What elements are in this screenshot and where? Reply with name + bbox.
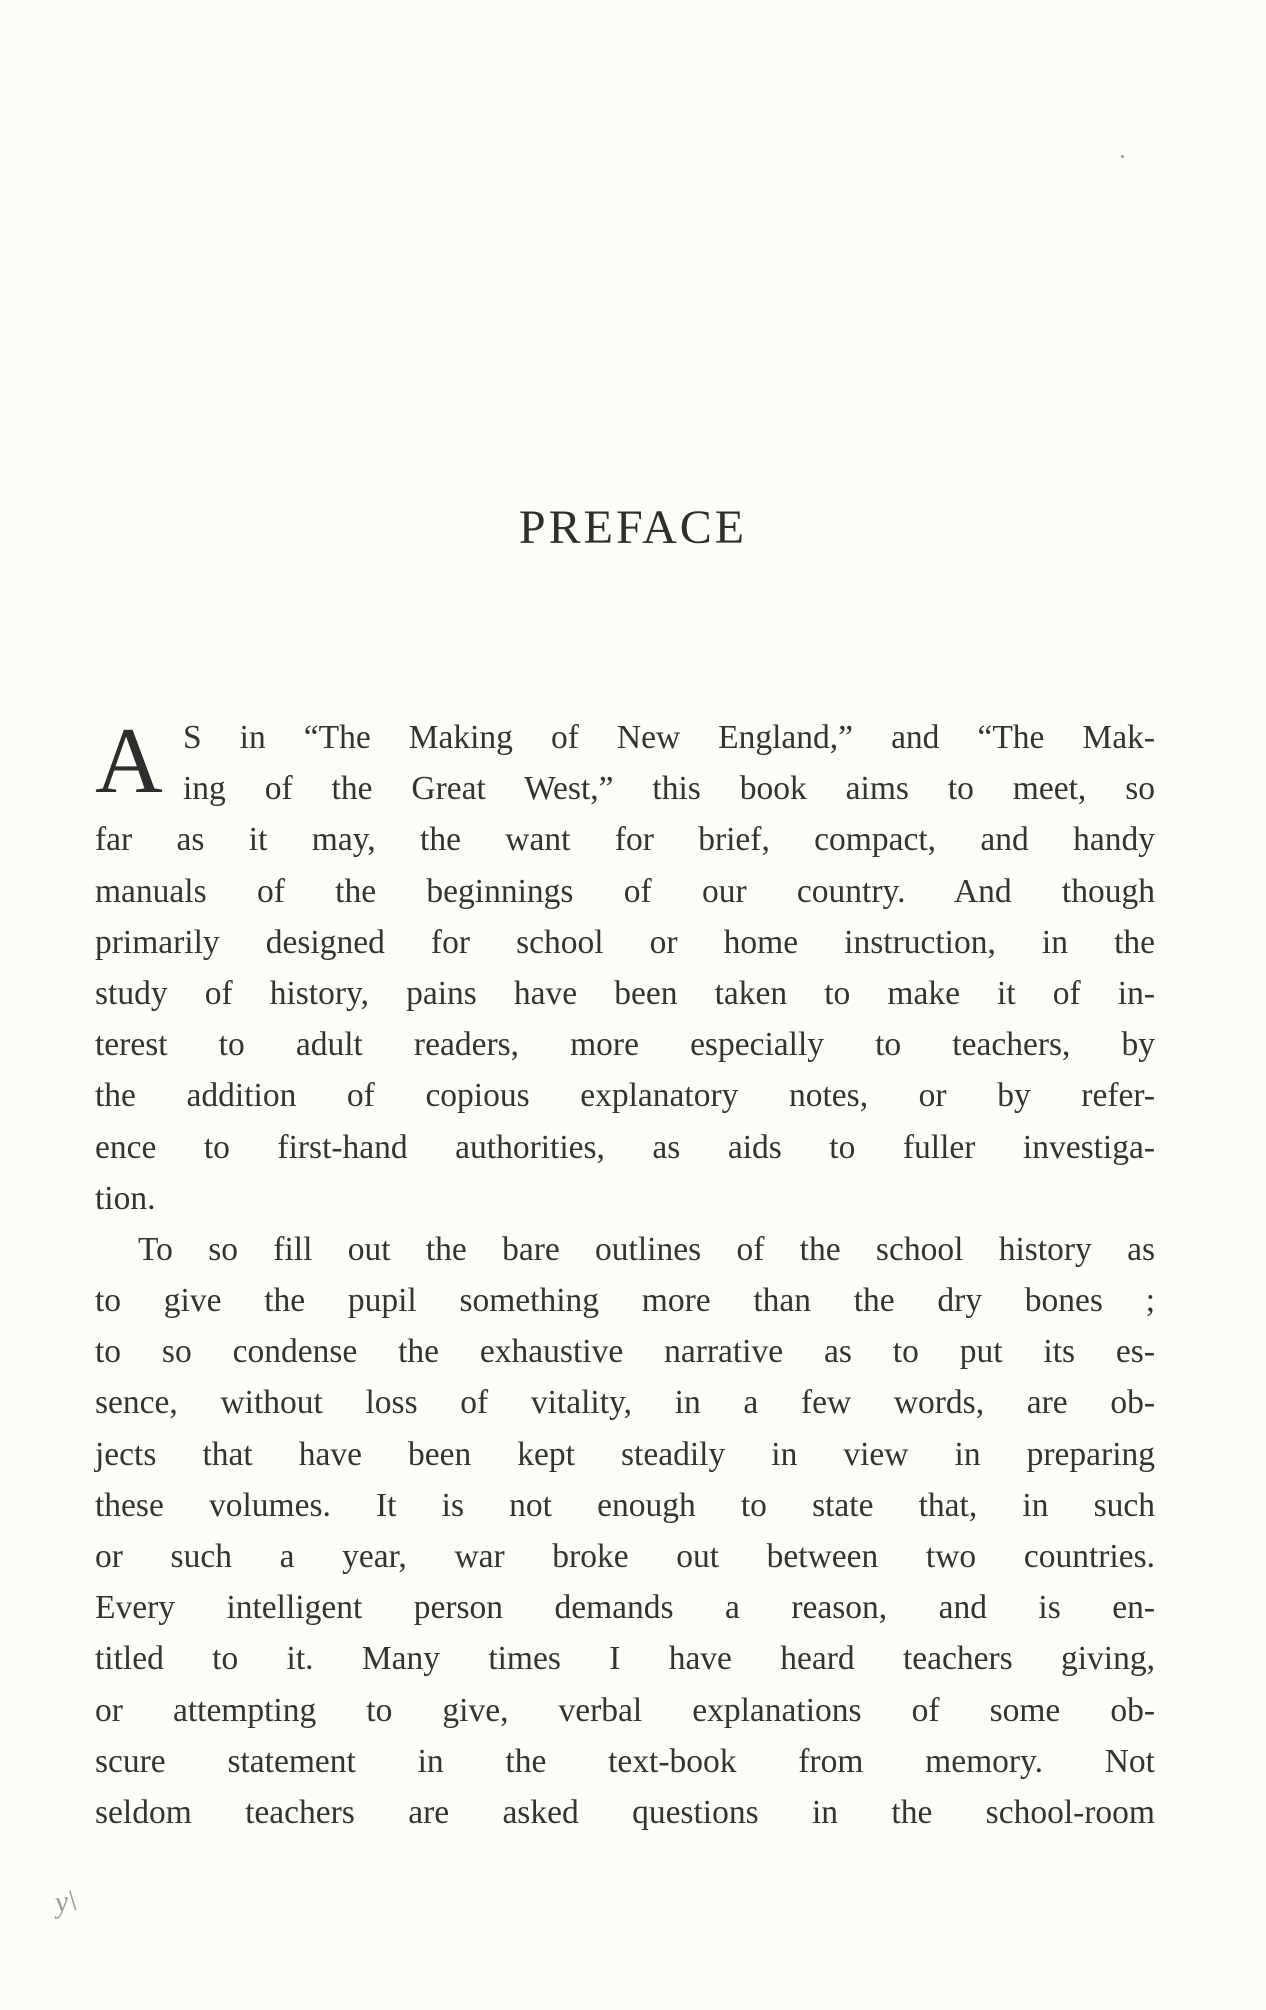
text-line: terest to adult readers, more especially to teachers, by: [95, 1026, 1155, 1064]
text-line: to so condense the exhaustive narrative as to put its es-: [95, 1333, 1155, 1371]
text-line: scure statement in the text-book from memory. Not: [95, 1742, 1155, 1780]
text-line: tion.: [95, 1179, 156, 1217]
text-line: ence to first-hand authorities, as aids to fuller investiga-: [95, 1128, 1155, 1166]
text-line: far as it may, the want for brief, compact, and handy: [95, 821, 1155, 859]
text-line: Every intelligent person demands a reason, and is en-: [95, 1589, 1155, 1627]
text-line: the addition of copious explanatory notes, or by refer-: [95, 1077, 1155, 1115]
text-line: jects that have been kept steadily in view in preparing: [95, 1435, 1155, 1473]
text-line: or attempting to give, verbal explanations of some ob-: [95, 1691, 1155, 1729]
page-title: PREFACE: [518, 501, 748, 554]
text-line: manuals of the beginnings of our country. And though: [95, 872, 1155, 910]
text-line: titled to it. Many times I have heard teachers giving,: [95, 1640, 1155, 1678]
drop-cap: A: [95, 709, 163, 813]
text-line: S in “The Making of New England,” and “The Mak-: [183, 719, 1155, 756]
preface-body: [95, 709, 1155, 1838]
text-line: or such a year, war broke out between two countries.: [95, 1538, 1155, 1575]
text-line: study of history, pains have been taken to make it of in-: [95, 974, 1155, 1012]
handwritten-margin-mark: y\: [52, 1883, 79, 1920]
text-line: primarily designed for school or home instruction, in the: [95, 923, 1155, 961]
text-line: to give the pupil something more than the dry bones ;: [95, 1282, 1155, 1320]
text-line: sence, without loss of vitality, in a few words, are ob-: [95, 1384, 1155, 1422]
text-line: seldom teachers are asked questions in the school-room: [95, 1793, 1155, 1831]
text-line: ing of the Great West,” this book aims to meet, so: [183, 770, 1155, 808]
text-line: To so fill out the bare outlines of the school history as: [138, 1230, 1155, 1268]
paper-speck: [1121, 155, 1124, 158]
text-line: these volumes. It is not enough to state that, in such: [95, 1486, 1155, 1524]
